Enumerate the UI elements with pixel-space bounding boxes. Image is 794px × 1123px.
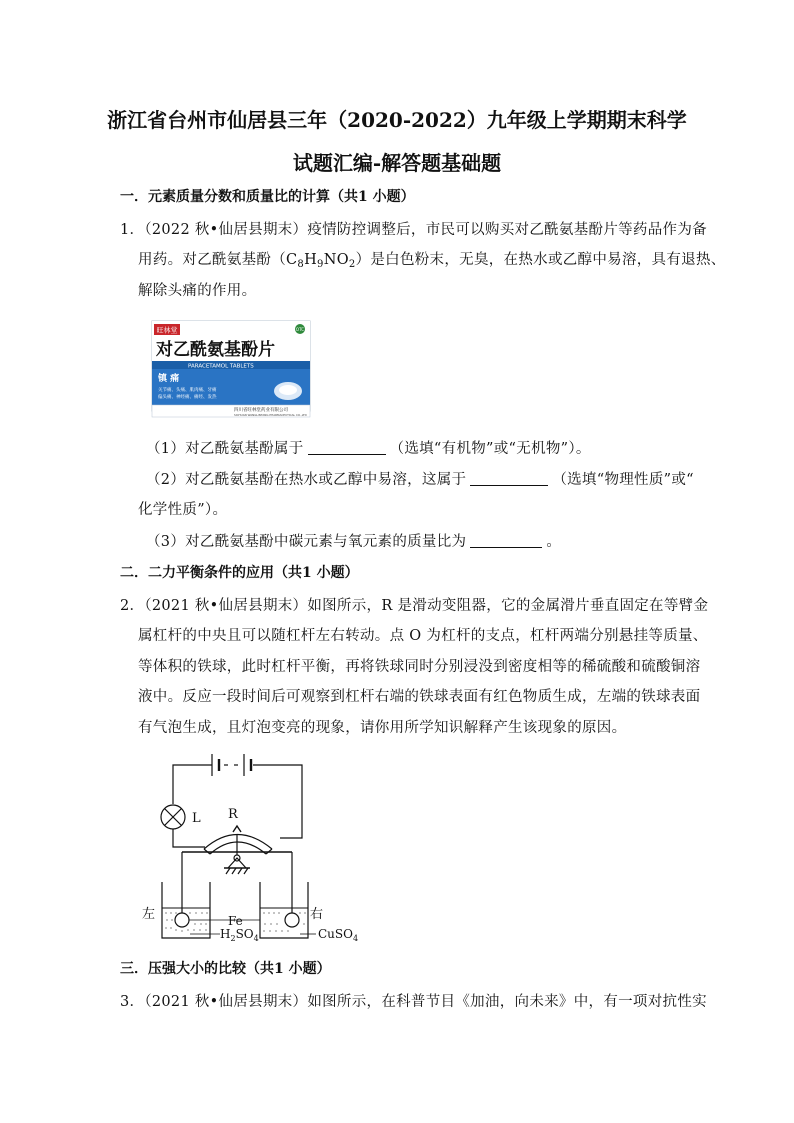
wire-top-left [173,765,212,804]
svg-text:OTC: OTC [295,327,305,332]
q1-part-2-cont: 化学性质”）。 [138,502,228,518]
q2-line-4: 液中。反应一段时间后可观察到杠杆右端的铁球表面有红色物质生成，左端的铁球表面 [138,689,701,705]
circuit-diagram [140,748,370,948]
right-iron-ball [285,913,299,927]
wire-lamp-resistor [173,829,205,847]
left-label: 左 [142,907,156,922]
q2-line-5: 有气泡生成，且灯泡变亮的现象，请你用所学知识解释产生该现象的原因。 [138,720,627,736]
section-heading-1: 一．元素质量分数和质量比的计算（共1 小题） [120,189,415,205]
q1-part-3: （3）对乙酰氨基酚中碳元素与氧元素的质量比为 。 [146,534,562,550]
answer-blank-1[interactable] [308,440,386,455]
resistor-label: R [228,807,238,822]
q1-part-1: （1）对乙酰氨基酚属于 （选填“有机物”或“无机物”）。 [146,441,591,457]
right-label: 右 [310,907,324,922]
q1-part-2: （2）对乙酰氨基酚在热水或乙醇中易溶，这属于 （选填“物理性质”或“ [146,472,694,488]
answer-blank-2[interactable] [470,471,548,486]
document-title-line-2: 试题汇编-解答题基础题 [292,151,502,175]
product-name: 对乙酰氨基酚片 [156,340,275,360]
lamp-label: L [192,811,201,826]
section-heading-2: 二．二力平衡条件的应用（共1 小题） [120,565,359,581]
svg-text:偏头痛、神经痛、痛经、发热: 偏头痛、神经痛、痛经、发热 [158,395,217,400]
q3-line-1: 3．（2021 秋•仙居县期末）如图所示，在科普节目《加油，向未来》中，有一项对抗性实 [120,994,707,1010]
section-heading-3: 三．压强大小的比较（共1 小题） [120,961,331,977]
svg-text:SICHUAN WANGLINTANG PHARMACEUT: SICHUAN WANGLINTANG PHARMACEUTICAL CO.,LTD [234,413,307,417]
medicine-box-image [148,311,314,421]
wire-top-right [253,765,302,838]
iron-label: Fe [228,914,243,928]
q2-line-1: 2．（2021 秋•仙居县期末）如图所示，R 是滑动变阻器，它的金属滑片垂直固定在等臂金 [120,598,709,614]
right-beaker [260,882,308,938]
slider-arrow [233,826,241,832]
q1-line-1: 1．（2022 秋•仙居县期末）疫情防控调整后，市民可以购买对乙酰氨基酚片等药品作为备 [120,222,707,238]
left-beaker [162,882,210,938]
q1-line-3: 解除头痛的作用。 [138,283,257,299]
document-title-line-1: 浙江省台州市仙居县三年（2020-2022）九年级上学期期末科学 [107,108,687,132]
answer-blank-3[interactable] [470,533,542,548]
left-iron-ball [175,913,189,927]
q2-line-3: 等体积的铁球，此时杠杆平衡，再将铁球同时分别浸没到密度相等的稀硫酸和硫酸铜溶 [138,659,701,675]
q1-line-2: 用药。对乙酰氨基酚$(C_8H_9NO_2)$是白色粉末，无臭，在热水或乙醇中易溶，具有退热、 [138,252,726,270]
effect-label: 镇 痛 [158,374,180,384]
q2-line-2: 属杠杆的中央且可以随杠杆左右转动。点 O 为杠杆的支点，杠杆两端分别悬挂等质量、 [138,628,708,644]
product-english: PARACETAMOL TABLETS [188,363,254,370]
sulfuric-acid-label: $H_2SO_4$ [220,927,259,943]
maker-text: 四川省旺林堂药业有限公司 [234,408,288,413]
brand-text: 旺林堂 [156,326,178,335]
svg-text:关节痛、头痛、肌肉痛、牙痛: 关节痛、头痛、肌肉痛、牙痛 [158,388,217,393]
copper-sulfate-label: CuSO$_4$ [318,927,359,943]
